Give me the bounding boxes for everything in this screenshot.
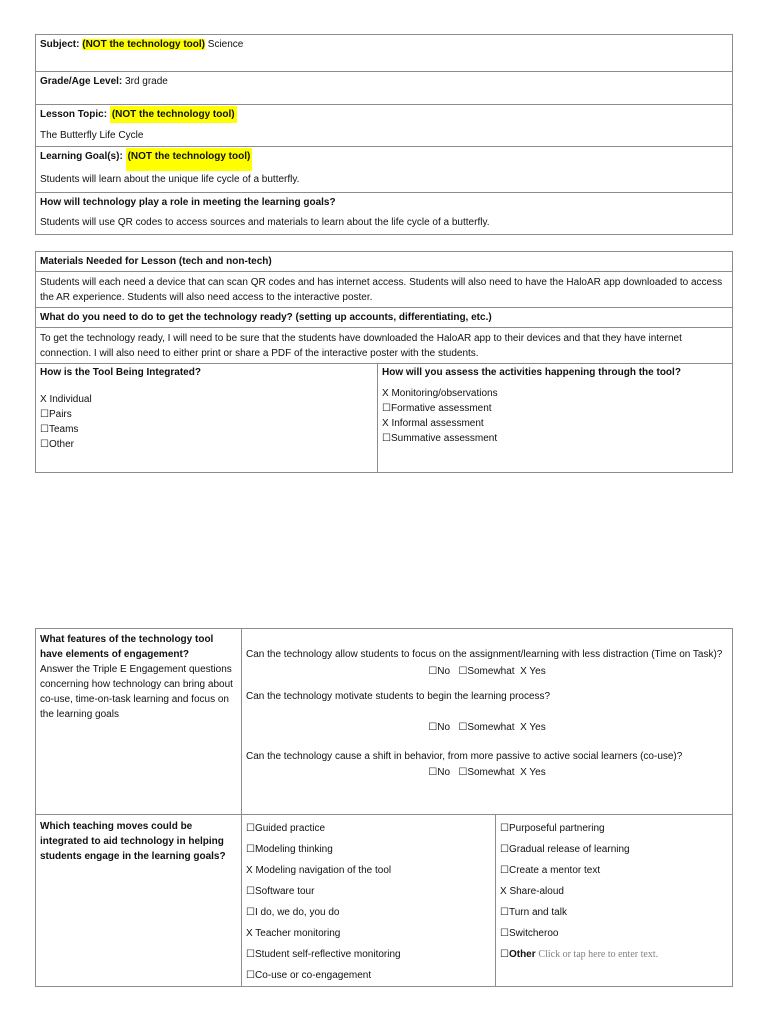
move-self-reflective[interactable]: ☐Student self-reflective monitoring: [246, 949, 401, 960]
subject-label: Subject:: [40, 39, 80, 50]
integration-options: [40, 392, 373, 452]
question-motivation: Can the technology motivate students to begin the learning process?: [246, 691, 551, 702]
answer-yes[interactable]: X Yes: [520, 722, 546, 733]
other-text-field[interactable]: Click or tap here to enter text.: [538, 949, 659, 960]
integration-option-other[interactable]: ☐Other: [40, 439, 74, 450]
integration-cell: [36, 364, 377, 472]
move-modeling-navigation[interactable]: X Modeling navigation of the tool: [246, 865, 392, 876]
ready-question: What do you need to do to get the technology ready? (setting up accounts, differentiating, etc.): [40, 312, 492, 323]
answers-co-use: [246, 765, 728, 780]
materials-text[interactable]: Students will each need a device that can scan QR codes and has internet access. Students will also need to have the HaloAR app downloaded to access the AR experience. Students will also need access to the interactive poster.: [40, 277, 723, 303]
move-share-aloud[interactable]: X Share-aloud: [500, 886, 564, 897]
assess-option-formative[interactable]: ☐Formative assessment: [382, 403, 492, 414]
move-guided-practice[interactable]: ☐Guided practice: [246, 823, 326, 834]
materials-heading: Materials Needed for Lesson (tech and non-tech): [40, 256, 272, 267]
answer-yes[interactable]: X Yes: [520, 767, 546, 778]
assessment-options: [382, 386, 728, 446]
integration-heading: How is the Tool Being Integrated?: [40, 367, 201, 378]
tech-role-answer[interactable]: Students will use QR codes to access sources and materials to learn about the life cycle of a butterfly.: [40, 217, 490, 228]
answer-yes[interactable]: X Yes: [520, 666, 546, 677]
goal-value[interactable]: Students will learn about the unique life cycle of a butterfly.: [40, 174, 300, 185]
answer-somewhat[interactable]: ☐Somewhat: [458, 666, 515, 677]
grade-label: Grade/Age Level:: [40, 76, 123, 87]
answers-motivation: [246, 720, 728, 735]
assessment-cell: [377, 364, 732, 472]
grade-value[interactable]: 3rd grade: [125, 76, 168, 87]
engagement-heading: What features of the technology tool have elements of engagement?: [40, 634, 214, 660]
goal-label: Learning Goal(s):: [40, 151, 123, 162]
answer-no[interactable]: ☐No: [428, 666, 451, 677]
ready-answer-row: [36, 328, 732, 364]
tech-role-row: [36, 193, 732, 234]
materials-text-row: [36, 272, 732, 308]
topic-row: [36, 105, 732, 147]
move-turn-and-talk[interactable]: ☐Turn and talk: [500, 907, 567, 918]
engagement-instructions: Answer the Triple E Engagement questions concerning how technology can bring about co-use, time-on-task learning and focus on the learning goals: [40, 664, 233, 720]
materials-table: [35, 251, 733, 473]
assess-option-monitoring[interactable]: X Monitoring/observations: [382, 388, 498, 399]
move-other-label: Other: [508, 949, 536, 960]
integration-option-pairs[interactable]: ☐Pairs: [40, 409, 72, 420]
engagement-questions-cell: [241, 629, 732, 814]
engagement-table: [35, 628, 733, 987]
subject-highlight: (NOT the technology tool): [82, 39, 205, 50]
goal-highlight: (NOT the technology tool): [126, 148, 253, 171]
topic-label: Lesson Topic:: [40, 109, 108, 120]
answer-no[interactable]: ☐No: [428, 767, 451, 778]
materials-heading-row: [36, 252, 732, 272]
move-switcheroo[interactable]: ☐Switcheroo: [500, 928, 559, 939]
ready-answer[interactable]: To get the technology ready, I will need to be sure that the students have downloaded the HaloAR app to their devices and that they have internet connection. I will also need to either print or share a PDF of the interactive poster with the students.: [40, 333, 682, 359]
subject-row: [36, 35, 732, 72]
integration-option-teams[interactable]: ☐Teams: [40, 424, 79, 435]
question-co-use: Can the technology cause a shift in behavior, from more passive to active social learners (co-use)?: [246, 751, 683, 762]
question-time-on-task: Can the technology allow students to focus on the assignment/learning with less distraction (Time on Task)?: [246, 649, 723, 660]
moves-left-cell: [241, 815, 495, 986]
move-other[interactable]: ☐Other Click or tap here to enter text.: [500, 949, 659, 960]
answer-somewhat[interactable]: ☐Somewhat: [458, 722, 515, 733]
subject-value[interactable]: Science: [207, 39, 244, 50]
moves-right-cell: [495, 815, 732, 986]
goal-row: [36, 147, 732, 193]
assess-option-summative[interactable]: ☐Summative assessment: [382, 433, 498, 444]
tech-role-question: How will technology play a role in meeting the learning goals?: [40, 197, 336, 208]
move-mentor-text[interactable]: ☐Create a mentor text: [500, 865, 601, 876]
move-gradual-release[interactable]: ☐Gradual release of learning: [500, 844, 630, 855]
answers-time-on-task: [246, 664, 728, 679]
engagement-row: [36, 629, 732, 815]
integration-assessment-row: [36, 364, 732, 472]
moves-label-cell: [36, 815, 241, 986]
move-purposeful-partnering[interactable]: ☐Purposeful partnering: [500, 823, 605, 834]
move-modeling-thinking[interactable]: ☐Modeling thinking: [246, 844, 333, 855]
move-i-do-we-do[interactable]: ☐I do, we do, you do: [246, 907, 340, 918]
answer-somewhat[interactable]: ☐Somewhat: [458, 767, 515, 778]
teaching-moves-row: [36, 815, 732, 986]
move-teacher-monitoring[interactable]: X Teacher monitoring: [246, 928, 341, 939]
move-software-tour[interactable]: ☐Software tour: [246, 886, 315, 897]
topic-highlight: (NOT the technology tool): [110, 106, 237, 123]
move-co-use[interactable]: ☐Co-use or co-engagement: [246, 970, 372, 981]
assessment-heading: How will you assess the activities happening through the tool?: [382, 367, 681, 378]
ready-question-row: [36, 308, 732, 328]
moves-heading: Which teaching moves could be integrated to aid technology in helping students engage in the learning goals?: [40, 821, 226, 862]
engagement-label-cell: [36, 629, 241, 814]
grade-row: [36, 72, 732, 105]
topic-value[interactable]: The Butterfly Life Cycle: [40, 130, 144, 141]
lesson-info-table: [35, 34, 733, 235]
assess-option-informal[interactable]: X Informal assessment: [382, 418, 484, 429]
answer-no[interactable]: ☐No: [428, 722, 451, 733]
integration-option-individual[interactable]: X Individual: [40, 394, 92, 405]
